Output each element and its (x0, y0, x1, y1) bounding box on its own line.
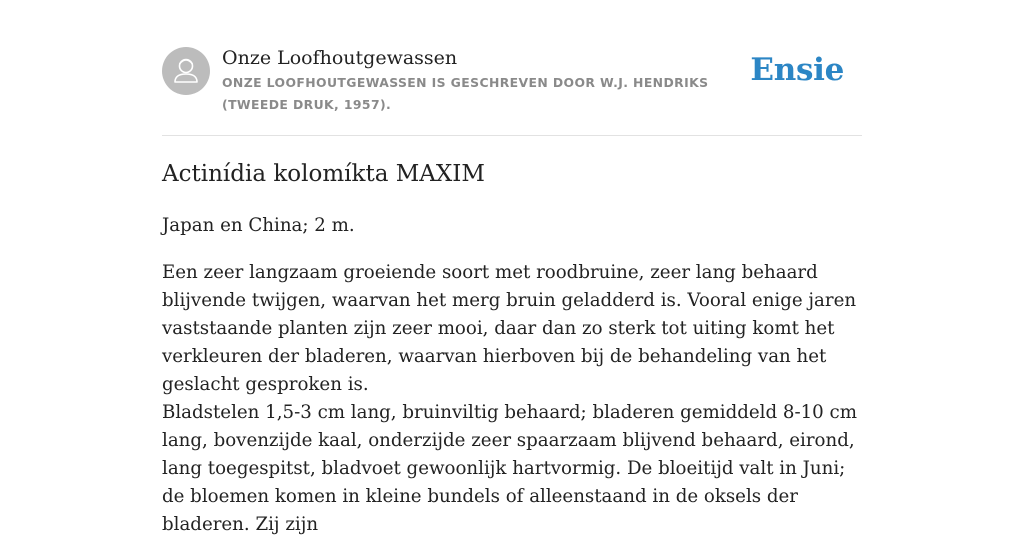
entry-paragraph-leaves: Bladstelen 1,5-3 cm lang, bruinviltig behaard; bladeren gemiddeld 8-10 cm lang, bovenzijde kaal, onderzijde zeer spaarzaam blijvend behaard, eirond, lang toegespitst, bladvoet gewoonlijk hartvormig. De bloeitijd valt in Juni; de bloemen komen in kleine bundels of alleenstaand in de oksels der bladeren. Zij zijn (162, 402, 857, 535)
entry-paragraph-description: Een zeer langzaam groeiende soort met roodbruine, zeer lang behaard blijvende twijgen, waarvan het merg bruin geladderd is. Vooral enige jaren vaststaande planten zijn zeer mooi, daar dan zo sterk tot uiting komt het verkleuren der bladeren, waarvan hierboven bij de behandeling van het geslacht gesproken is. (162, 262, 857, 395)
entry-paragraph-origin: Japan en China; 2 m. (162, 215, 355, 236)
header (162, 0, 862, 136)
user-icon (162, 47, 210, 95)
ensie-logo[interactable]: Ensie (750, 52, 844, 88)
page (162, 0, 862, 535)
book-title[interactable]: Onze Loofhoutgewassen (222, 47, 458, 69)
book-description: ONZE LOOFHOUTGEWASSEN IS GESCHREVEN DOOR W.J. HENDRIKS (TWEEDE DRUK, 1957). (222, 75, 709, 112)
entry-title: Actinídia kolomíkta MAXIM (162, 161, 485, 187)
